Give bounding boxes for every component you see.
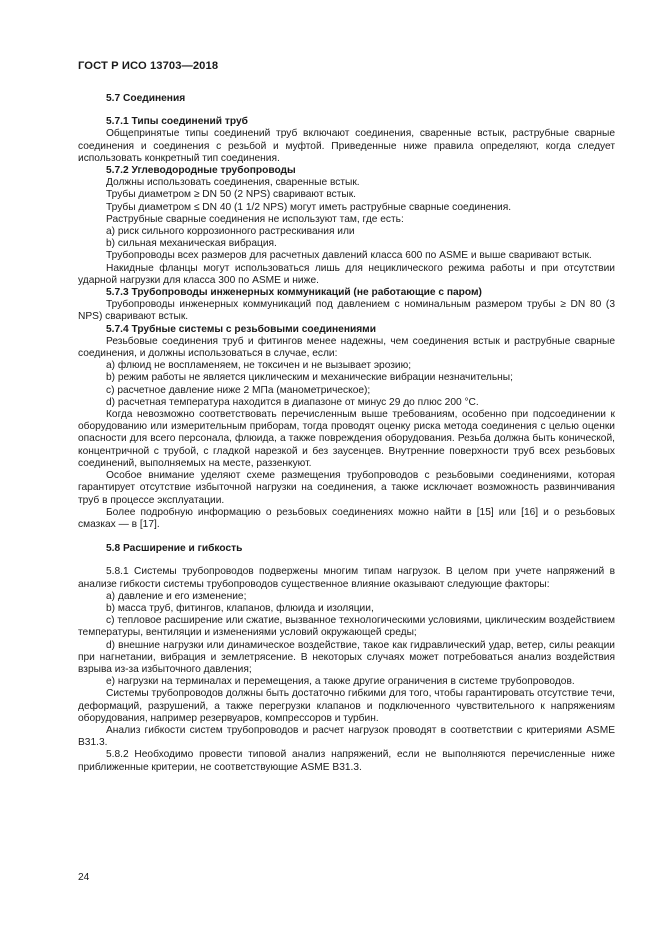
paragraph: b) режим работы не является циклическим и механические вибрации незначительны; — [106, 372, 513, 384]
document-header: ГОСТ Р ИСО 13703—2018 — [78, 60, 219, 72]
paragraph: Когда невозможно соответствовать перечисленным выше требованиям, особенно при подсоединении к оборудованию или измерительным приборам, тогда проводят оценку риска метода соединения с целью оценки опасности для всего персонала, флюида, а также повреждения оборудования. Резьба должна быть конической, концентричной с трубой, с гладкой нарезкой и без заусенцев. Внутренние поверхности труб всех резьбовых соединений, выполняемых на месте, раззенкуют. — [78, 409, 615, 469]
paragraph: d) расчетная температура находится в диапазоне от минус 29 до плюс 200 °С. — [106, 396, 479, 408]
paragraph: Системы трубопроводов должны быть достаточно гибкими для того, чтобы гарантировать отсутствие течи, деформаций, разрушений, а также перегрузки клапанов и подключенного чувствительного к напряжениям оборудования, например резервуаров, компрессоров и турбин. — [78, 688, 615, 724]
subsection-heading: 5.7.2 Углеводородные трубопроводы — [106, 165, 296, 177]
paragraph: Трубопроводы всех размеров для расчетных давлений класса 600 по ASME и выше сваривают встык. — [106, 250, 592, 262]
spacer — [78, 531, 615, 543]
paragraph: b) сильная механическая вибрация. — [106, 238, 277, 250]
paragraph: Трубопроводы инженерных коммуникаций под давлением с номинальным размером трубы ≥ DN 80 (3 NPS) сваривают встык. — [78, 299, 615, 323]
paragraph: Особое внимание уделяют схеме размещения трубопроводов с резьбовыми соединениями, которая гарантирует отсутствие избыточной нагрузки на соединения, а также исключает возможность развинчивания труб в процессе эксплуатации. — [78, 470, 615, 506]
paragraph: Общепринятые типы соединений труб включают соединения, сваренные встык, раструбные сварные соединения и соединения с резьбой и муфтой. Приведенные ниже правила определяют, когда следует использовать конкретный тип соединения. — [78, 128, 615, 164]
paragraph: а) риск сильного коррозионного растрескивания или — [106, 226, 355, 238]
paragraph: 5.8.1 Системы трубопроводов подвержены многим типам нагрузок. В целом при учете напряжений в анализе гибкости системы трубопроводов существенное влияние оказывают следующие факторы: — [78, 566, 615, 590]
paragraph: 5.8.2 Необходимо провести типовой анализ напряжений, если не выполняются перечисленные ниже приближенные критерии, не соответствующие ASME B31.3. — [78, 749, 615, 773]
paragraph: b) масса труб, фитингов, клапанов, флюида и изоляции, — [106, 602, 374, 614]
paragraph: а) флюид не воспламеняем, не токсичен и не вызывает эрозию; — [106, 360, 412, 372]
paragraph: Резьбовые соединения труб и фитингов менее надежны, чем соединения встык и раструбные сварные соединения, и должны использоваться в случае, если: — [78, 335, 615, 360]
paragraph: а) давление и его изменение; — [106, 590, 247, 602]
section-heading: 5.8 Расширение и гибкость — [106, 543, 243, 555]
subsection-heading: 5.7.1 Типы соединений труб — [106, 116, 248, 128]
paragraph: с) тепловое расширение или сжатие, вызванное технологическими условиями, циклическим воздействием температуры, вентиляции и изменениями условий окружающей среды; — [78, 615, 615, 639]
paragraph: с) расчетное давление ниже 2 МПа (манометрическое); — [106, 384, 371, 396]
document-body — [78, 93, 615, 774]
paragraph: е) нагрузки на терминалах и перемещения, а также другие ограничения в системе трубопроводов. — [106, 676, 575, 688]
paragraph: Анализ гибкости систем трубопроводов и расчет нагрузок проводят в соответствии с критериями ASME B31.3. — [78, 724, 615, 749]
subsection-heading: 5.7.4 Трубные системы с резьбовыми соединениями — [106, 323, 376, 335]
paragraph: Раструбные сварные соединения не используют там, где есть: — [106, 213, 404, 225]
paragraph: Накидные фланцы могут использоваться лишь для нециклического режима работы и при отсутствии ударной нагрузки для класса 300 по ASME и ниже. — [78, 262, 615, 286]
subsection-heading: 5.7.3 Трубопроводы инженерных коммуникаций (не работающие с паром) — [106, 287, 482, 299]
page-number: 24 — [78, 872, 90, 883]
paragraph: Трубы диаметром ≤ DN 40 (1 1/2 NPS) могут иметь раструбные сварные соединения. — [106, 201, 512, 213]
section-heading: 5.7 Соединения — [106, 93, 186, 104]
paragraph: d) внешние нагрузки или динамическое воздействие, такое как гидравлический удар, ветер, силы реакции при нагнетании, вибрация и землетрясение. В некоторых случаях может потребоваться анализ воздействия взрыва из-за избыточного давления; — [78, 639, 615, 675]
paragraph: Должны использовать соединения, сваренные встык. — [106, 177, 360, 189]
paragraph: Более подробную информацию о резьбовых соединениях можно найти в [15] или [16] и о резьбовых смазках — в [17]. — [78, 506, 615, 530]
paragraph: Трубы диаметром ≥ DN 50 (2 NPS) сваривают встык. — [106, 189, 357, 201]
